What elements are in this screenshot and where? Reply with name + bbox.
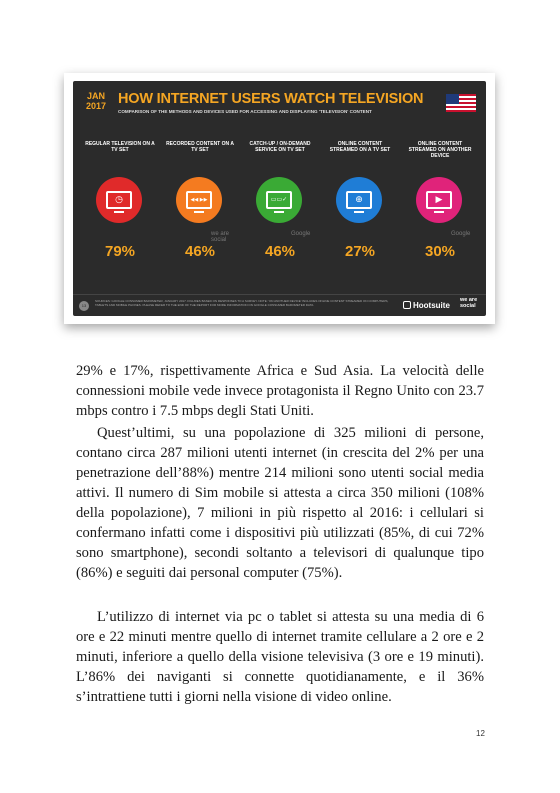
method-value: 46% <box>264 243 296 260</box>
date-badge <box>81 91 111 119</box>
method-label: ONLINE CONTENT STREAMED ON A TV SET <box>329 141 391 153</box>
slide-footer <box>73 294 486 316</box>
method-label: RECORDED CONTENT ON A TV SET <box>166 141 234 153</box>
method-label: CATCH-UP / ON-DEMAND SERVICE ON TV SET <box>249 141 311 153</box>
hootsuite-logo <box>403 301 450 310</box>
infographic-slide <box>73 81 486 316</box>
date-month: JAN <box>86 91 105 101</box>
methods-row <box>85 141 475 271</box>
slide-subtitle: COMPARISON OF THE METHODS AND DEVICES USED FOR ACCESSING AND DISPLAYING 'TELEVISION' CONTENT <box>118 109 372 114</box>
hootsuite-text: Hootsuite <box>413 301 450 310</box>
infographic-figure <box>64 73 495 324</box>
body-paragraph-1: 29% e 17%, rispettivamente Africa e Sud Asia. La velocità delle connessioni mobile vede invece protagonista il Regno Unito con 23.7 mbps contro i 7.5 mbps degli Stati Uniti. <box>76 363 484 419</box>
body-paragraph-2: Quest’ultimi, su una popolazione di 325 milioni di persone, contano circa 287 milioni utenti internet (in crescita del 2% per una penetrazione dell’88%) mentre 214 milioni sono utenti social media attivi. Il numero di Sim mobile si attesta a circa 350 milioni (108% della popolazione), 7 milioni in più rispetto al 2016: i cellulari si confermano infatti come i dispositivi più utilizzati (85%, di cui 72% sono smartphone), secondi soltanto a televisori di qualunque tipo (86%) e seguiti dai personal computer (75%). <box>76 425 484 581</box>
method-label: REGULAR TELEVISION ON A TV SET <box>85 141 155 153</box>
watermark-google: Google <box>451 231 471 237</box>
slide-header <box>73 81 486 125</box>
method-other-device <box>405 141 475 271</box>
method-regular-tv <box>85 141 155 271</box>
date-year: 2017 <box>85 101 107 111</box>
method-online-tv <box>325 141 395 271</box>
method-value: 46% <box>184 243 216 260</box>
method-value: 79% <box>104 243 136 260</box>
play-device-icon: ▶ <box>416 177 462 223</box>
method-on-demand <box>245 141 315 271</box>
footer-sources: SOURCES: GOOGLE CONSUMER BAROMETER, JANUARY 2017. FIGURES BASED ON RESPONSES TO A SURVEY. NOTE: 'ON ANOTHER DEVICE' INCLUDES ONLINE CONTENT STREAMED ON COMPUTERS, TABLETS AND MOBILE PHONES. PLEASE REFER TO THE END OF THE REPORT FOR MORE INFORMATION ON GOOGLE CONSUMER BAROMETER DATA. <box>95 299 389 307</box>
watermark-google: Google <box>291 231 311 237</box>
slide-title: HOW INTERNET USERS WATCH TELEVISION <box>118 91 424 107</box>
recorded-tv-icon: ◀◀ ▶▶ <box>176 177 222 223</box>
method-value: 30% <box>424 243 456 260</box>
owl-icon <box>403 301 411 309</box>
watermark-was: we are social <box>211 231 230 243</box>
method-label: ONLINE CONTENT STREAMED ON ANOTHER DEVICE <box>408 141 472 159</box>
globe-tv-icon: ⊕ <box>336 177 382 223</box>
page-number: 12 <box>476 729 485 738</box>
on-demand-tv-icon: ▭▭✓ <box>256 177 302 223</box>
footer-page-badge: 13 <box>79 301 89 311</box>
body-paragraph-3: L’utilizzo di internet via pc o tablet si attesta su una media di 6 ore e 22 minuti mentre quello di internet tramite cellulare a 2 ore e 2 minuti, inferiore a quello della visione televisiva (3 ore e 19 minuti). L’86% dei naviganti si connette quotidianamente, e il 36% s’intrattiene tutti i giorni nella visione di video online. <box>76 609 484 705</box>
we-are-social-logo: we are social <box>460 297 478 309</box>
method-recorded-content <box>165 141 235 271</box>
clock-tv-icon: ◷ <box>96 177 142 223</box>
method-value: 27% <box>344 243 376 260</box>
us-flag-icon <box>446 94 476 112</box>
